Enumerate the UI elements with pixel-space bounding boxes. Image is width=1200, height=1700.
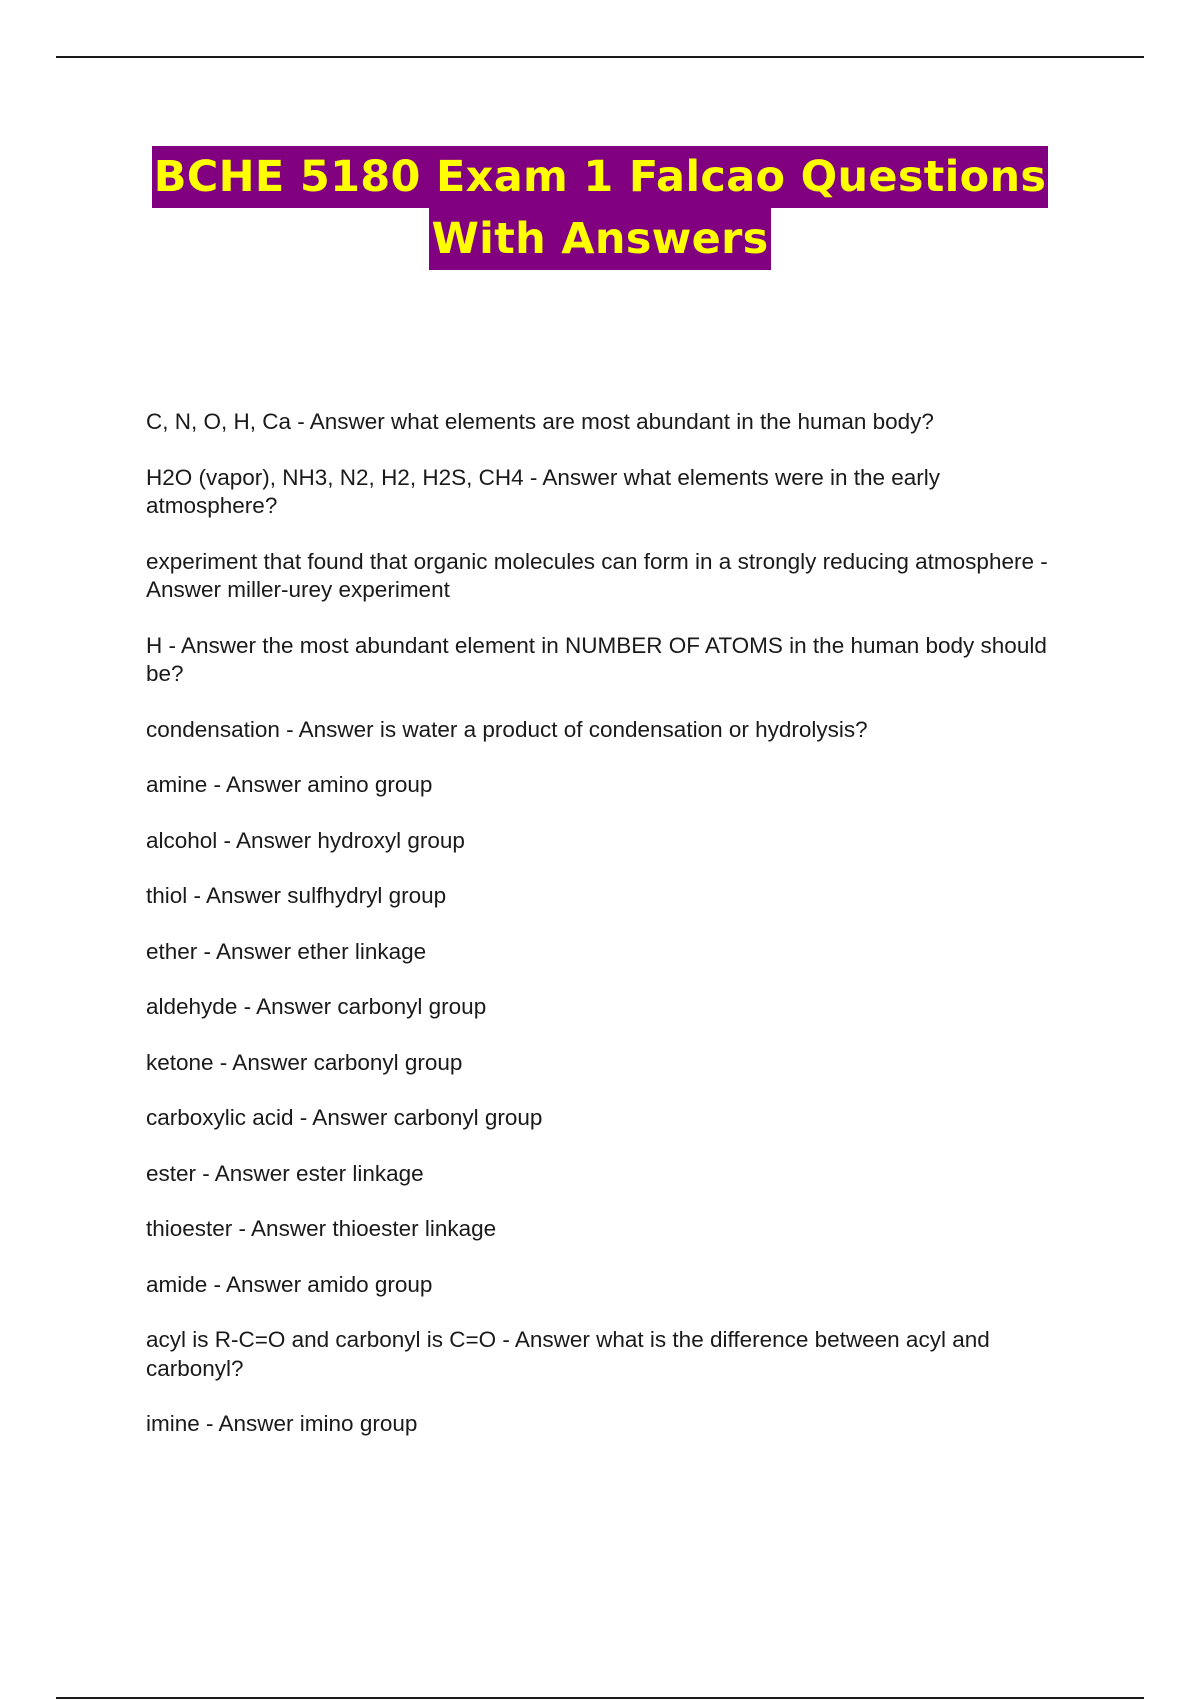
document-title (0, 146, 1200, 270)
qa-item: condensation - Answer is water a product of condensation or hydrolysis? (146, 716, 868, 742)
top-rule (56, 56, 1144, 58)
bottom-rule (56, 1697, 1144, 1699)
qa-item: thioester - Answer thioester linkage (146, 1216, 497, 1241)
qa-item: H2O (vapor), NH3, N2, H2, H2S, CH4 - Answer what elements were in the early atmosphere? (146, 464, 941, 518)
qa-item: ether - Answer ether linkage (146, 938, 427, 964)
qa-item: acyl is R-C=O and carbonyl is C=O - Answer what is the difference between acyl and carbonyl? (146, 1327, 990, 1381)
qa-item: carboxylic acid - Answer carbonyl group (146, 1105, 543, 1130)
qa-item: ester - Answer ester linkage (146, 1160, 424, 1186)
qa-item: amide - Answer amido group (146, 1271, 433, 1297)
title-line-1: BCHE 5180 Exam 1 Falcao Questions (152, 146, 1049, 208)
question-answer-list (146, 408, 1076, 1466)
qa-item: amine - Answer amino group (146, 772, 433, 797)
qa-item: C, N, O, H, Ca - Answer what elements are most abundant in the human body? (146, 409, 934, 434)
qa-item: aldehyde - Answer carbonyl group (146, 994, 487, 1019)
qa-item: ketone - Answer carbonyl group (146, 1049, 463, 1075)
qa-item: experiment that found that organic molecules can form in a strongly reducing atmosphere - Answer miller-urey experiment (146, 548, 1048, 602)
qa-item: H - Answer the most abundant element in NUMBER OF ATOMS in the human body should be? (146, 632, 1047, 686)
title-line-2: With Answers (429, 208, 770, 270)
qa-item: alcohol - Answer hydroxyl group (146, 827, 465, 853)
qa-item: imine - Answer imino group (146, 1411, 418, 1436)
qa-item: thiol - Answer sulfhydryl group (146, 883, 447, 908)
